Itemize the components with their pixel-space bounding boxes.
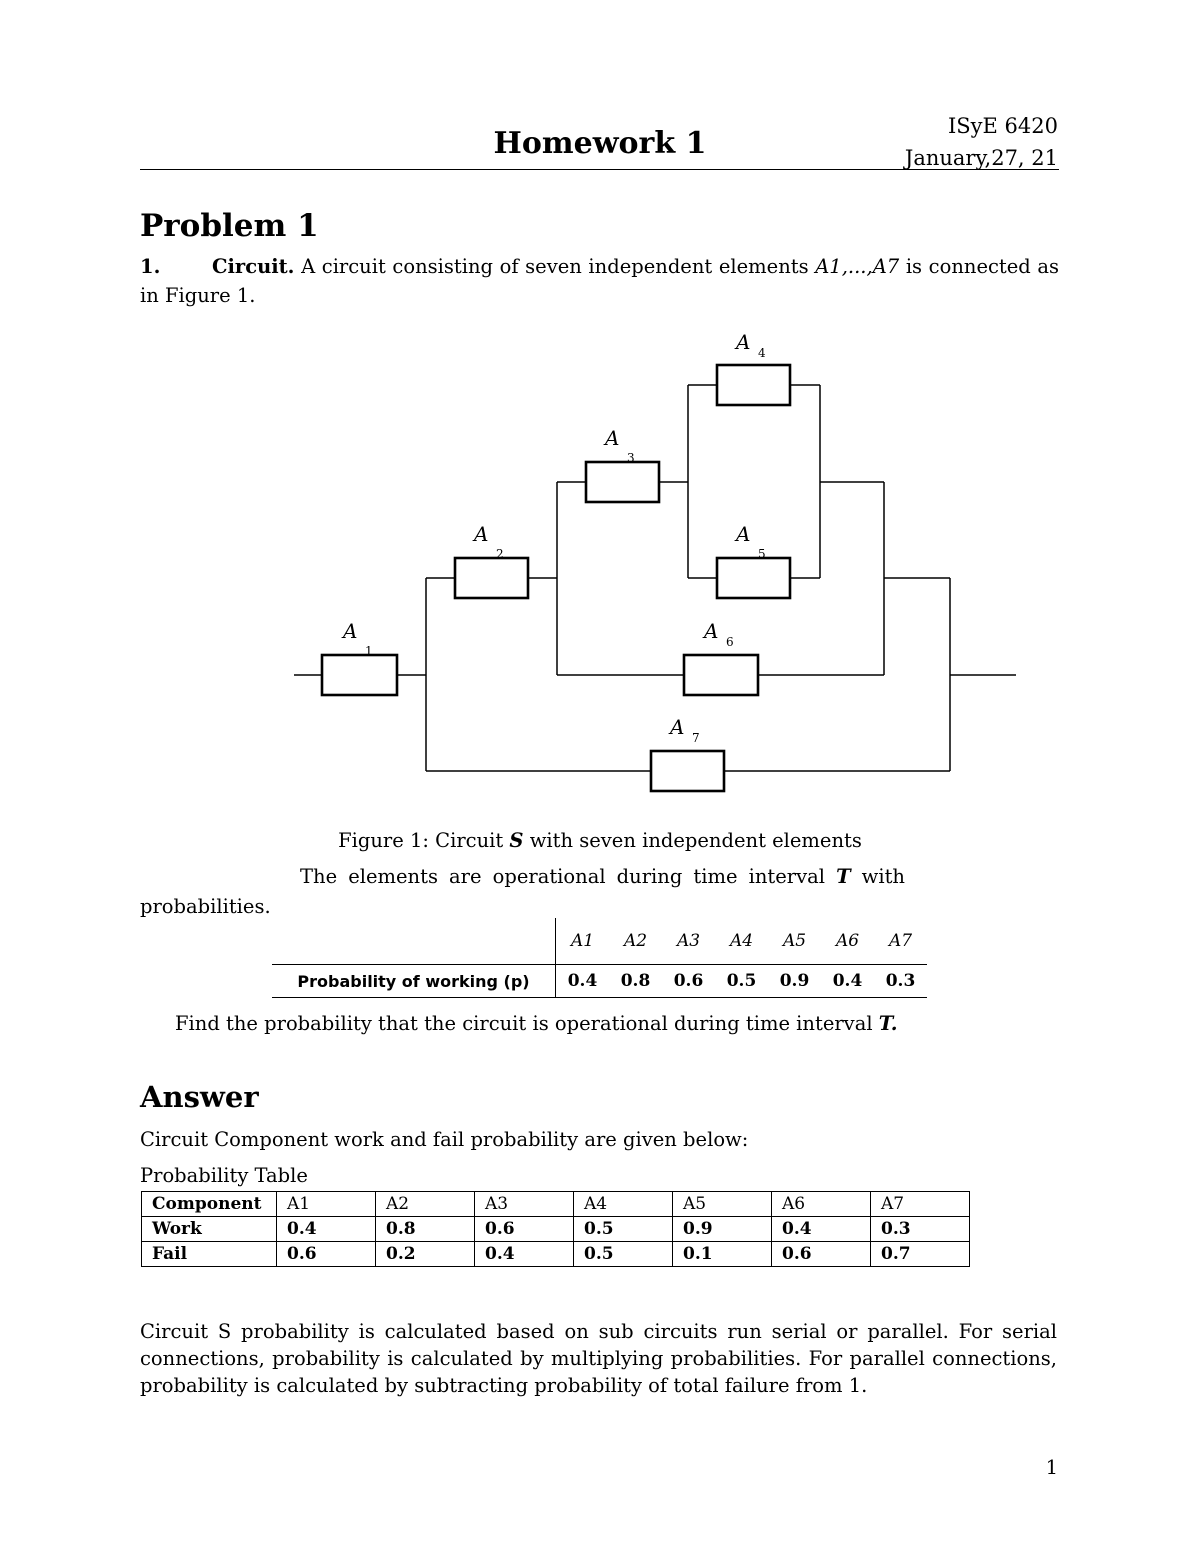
course-date: January,27, 21 bbox=[904, 146, 1058, 170]
component-cell: A2 bbox=[376, 1192, 475, 1217]
problem-number: 1. bbox=[140, 255, 161, 278]
header-cell-a5: A5 bbox=[782, 931, 807, 951]
fail-cell: 0.6 bbox=[277, 1242, 376, 1267]
ops-with: with bbox=[861, 865, 905, 888]
fail-label: Fail bbox=[142, 1242, 277, 1267]
intro-tail: is connected as in Figure 1. bbox=[140, 255, 1060, 307]
component-cell: A1 bbox=[277, 1192, 376, 1217]
table-row bbox=[142, 1192, 970, 1217]
work-cell: 0.9 bbox=[673, 1217, 772, 1242]
fail-cell: 0.5 bbox=[574, 1242, 673, 1267]
fail-cell: 0.6 bbox=[772, 1242, 871, 1267]
answer-heading: Answer bbox=[140, 1080, 259, 1114]
problem-heading: Problem 1 bbox=[140, 208, 319, 244]
value-cell: 0.6 bbox=[662, 965, 715, 998]
table-row bbox=[142, 1217, 970, 1242]
work-cell: 0.4 bbox=[772, 1217, 871, 1242]
value-cell: 0.9 bbox=[768, 965, 821, 998]
label-a1-letter: A bbox=[343, 619, 358, 643]
label-a4-sub: 4 bbox=[758, 346, 766, 360]
caption-symbol: S bbox=[509, 829, 524, 852]
table-header-row bbox=[272, 918, 927, 965]
work-cell: 0.8 bbox=[376, 1217, 475, 1242]
header-cell-a2: A2 bbox=[623, 931, 648, 951]
table-row bbox=[272, 965, 927, 998]
header-cell-a3: A3 bbox=[676, 931, 701, 951]
problem-keyword: Circuit. bbox=[212, 255, 295, 278]
intro-elements: A1,...,A7 bbox=[815, 255, 900, 278]
ops-text: The elements are operational during time interval bbox=[300, 865, 825, 888]
work-label: Work bbox=[142, 1217, 277, 1242]
intro-text: A circuit consisting of seven independent elements bbox=[301, 255, 809, 278]
operational-sentence-cont: probabilities. bbox=[140, 895, 271, 918]
label-a2-letter: A bbox=[474, 522, 489, 546]
element-a2-box bbox=[455, 558, 528, 598]
label-a6-letter: A bbox=[704, 619, 719, 643]
value-cell: 0.5 bbox=[715, 965, 768, 998]
label-a1-sub: 1 bbox=[365, 644, 373, 658]
label-a3-sub: 3 bbox=[627, 451, 635, 465]
label-a7-sub: 7 bbox=[692, 731, 700, 745]
element-a6-box bbox=[684, 655, 758, 695]
label-a6-sub: 6 bbox=[726, 635, 734, 649]
probability-table bbox=[272, 918, 927, 998]
work-cell: 0.5 bbox=[574, 1217, 673, 1242]
work-cell: 0.6 bbox=[475, 1217, 574, 1242]
label-a5-letter: A bbox=[736, 522, 751, 546]
operational-sentence bbox=[300, 865, 905, 888]
answer-intro: Circuit Component work and fail probability are given below: bbox=[140, 1128, 749, 1151]
value-cell: 0.4 bbox=[821, 965, 874, 998]
header-cell-a6: A6 bbox=[835, 931, 860, 951]
label-a5-sub: 5 bbox=[758, 547, 766, 561]
table-row bbox=[142, 1242, 970, 1267]
work-cell: 0.3 bbox=[871, 1217, 970, 1242]
caption-suffix: with seven independent elements bbox=[529, 829, 862, 852]
element-a5-box bbox=[717, 558, 790, 598]
component-cell: A7 bbox=[871, 1192, 970, 1217]
fail-cell: 0.7 bbox=[871, 1242, 970, 1267]
fail-cell: 0.4 bbox=[475, 1242, 574, 1267]
find-sentence bbox=[175, 1012, 898, 1035]
find-text: Find the probability that the circuit is operational during time interval bbox=[175, 1012, 873, 1035]
table-corner bbox=[272, 918, 556, 965]
document-title: Homework 1 bbox=[493, 126, 707, 161]
component-cell: A4 bbox=[574, 1192, 673, 1217]
explanation-paragraph: Circuit S probability is calculated based on sub circuits run serial or parallel. For serial connections, probability is calculated by multiplying probabilities. For parallel connections, probability is calculated by subtracting probability of total failure from 1. bbox=[140, 1320, 1057, 1397]
label-a4-letter: A bbox=[736, 330, 751, 354]
element-a3-box bbox=[586, 462, 659, 502]
header-cell-a7: A7 bbox=[888, 931, 913, 951]
component-table bbox=[141, 1191, 970, 1267]
course-code: ISyE 6420 bbox=[948, 114, 1058, 138]
circuit-wires bbox=[294, 385, 1016, 771]
element-a7-box bbox=[651, 751, 724, 791]
label-a7-letter: A bbox=[670, 715, 685, 739]
component-cell: A3 bbox=[475, 1192, 574, 1217]
fail-cell: 0.1 bbox=[673, 1242, 772, 1267]
value-cell: 0.3 bbox=[874, 965, 927, 998]
label-a2-sub: 2 bbox=[496, 547, 504, 561]
figure-caption bbox=[0, 829, 1200, 852]
fail-cell: 0.2 bbox=[376, 1242, 475, 1267]
element-a1-box bbox=[322, 655, 397, 695]
component-cell: A6 bbox=[772, 1192, 871, 1217]
element-a4-box bbox=[717, 365, 790, 405]
work-cell: 0.4 bbox=[277, 1217, 376, 1242]
component-cell: A5 bbox=[673, 1192, 772, 1217]
row-label: Probability of working (p) bbox=[272, 965, 556, 998]
page-number: 1 bbox=[1045, 1456, 1058, 1479]
value-cell: 0.8 bbox=[609, 965, 662, 998]
label-a3-letter: A bbox=[605, 426, 620, 450]
header-cell: Component bbox=[142, 1192, 277, 1217]
find-symbol: T. bbox=[878, 1012, 898, 1035]
value-cell: 0.4 bbox=[556, 965, 610, 998]
header-cell-a4: A4 bbox=[729, 931, 754, 951]
header-cell-a1: A1 bbox=[570, 931, 595, 951]
table-title: Probability Table bbox=[140, 1164, 308, 1187]
caption-prefix: Figure 1: Circuit bbox=[338, 829, 504, 852]
ops-symbol: T bbox=[836, 865, 851, 888]
